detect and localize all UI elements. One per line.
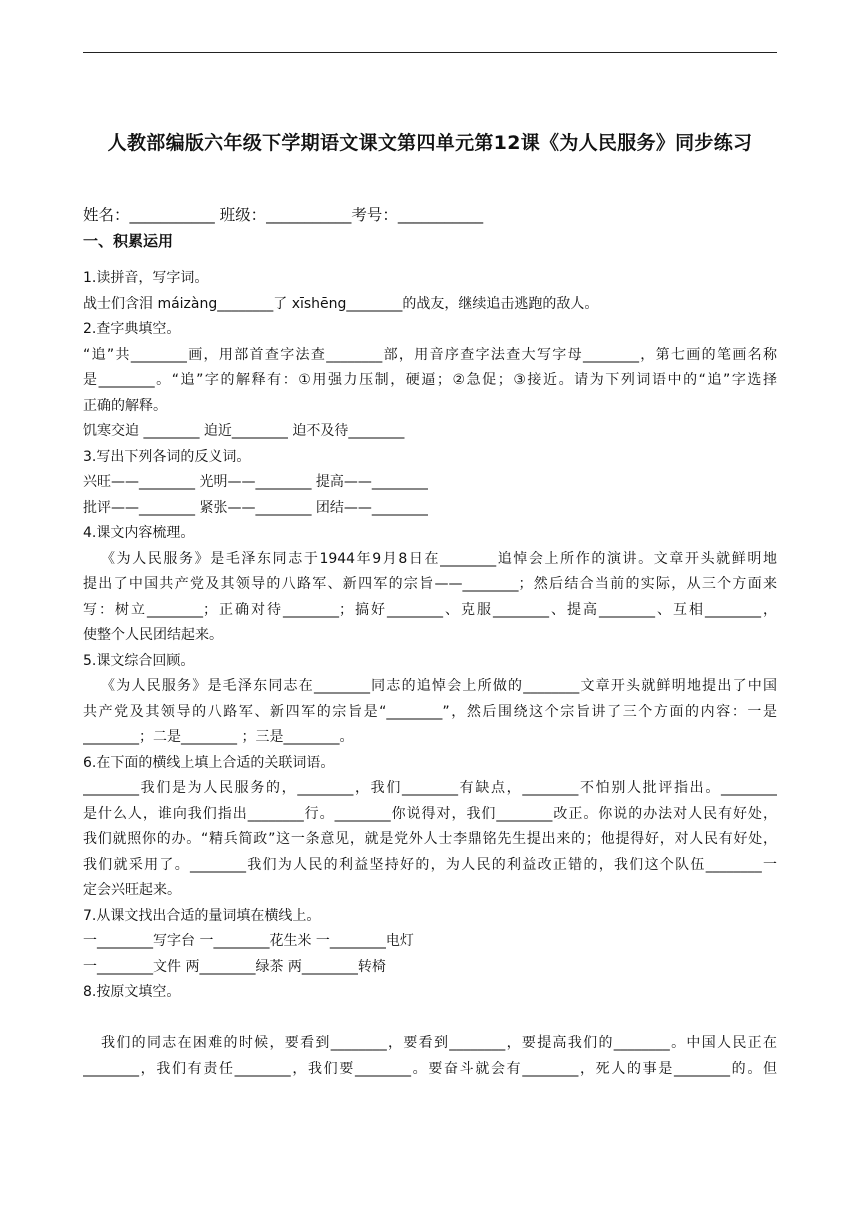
question-heading: 3.写出下列各词的反义词。 [83,448,251,465]
question-line: 一________写字台 一________花生米 一________电灯 [83,933,414,949]
question-line: 是什么人，谁向我们指出________行。________你说得对，我们________改正。你说的办法对人民有好处， [83,805,777,822]
question-line: “追”共________画，用部首查字法查________部，用音序查字法查大写字母________，第七画的笔画名称 [83,346,777,363]
question-line: 《为人民服务》是毛泽东同志在________同志的追悼会上所做的________文章开头就鲜明地提出了中国 [101,678,777,694]
question-heading: 1.读拼音，写字词。 [83,270,209,286]
question-line: ________；二是________ ；三是________。 [83,729,354,745]
header-rule [83,52,777,53]
question-line: 我们就采用了。________我们为人民的利益坚持好的，为人民的利益改正错的，我们这个队伍________一 [83,856,777,873]
question-line: 正确的解释。 [83,397,167,414]
blank-line [83,1006,777,1032]
question-line: 共产党及其领导的八路军、新四军的宗旨是“________”，然后围绕这个宗旨讲了三个方面的内容：一是 [83,703,777,720]
question-line: ________，我们有责任________，我们要________。要奋斗就会有________，死人的事是________的。但 [83,1060,777,1077]
question-line: 战士们含泪 máizàng________了 xīshēng________的战友，继续追击逃跑的敌人。 [83,295,599,312]
question-heading: 7.从课文找出合适的量词填在横线上。 [83,907,321,924]
question-line: 写：树立________；正确对待________；搞好________、克服________、提高________、互相________， [83,601,777,618]
section-heading: 一、积累运用 [83,231,174,250]
question-line: 使整个人民团结起来。 [83,627,223,643]
question-line: ________我们是为人民服务的，________，我们________有缺点，________不怕别人批评指出。________ [83,780,777,796]
page-title: 人教部编版六年级下学期语文课文第四单元第12课《为人民服务》同步练习 [107,132,753,154]
question-line: 批评——________ 紧张——________ 团结——________ [83,499,428,516]
question-heading: 5.课文综合回顾。 [83,652,195,669]
question-line: 提出了中国共产党及其领导的八路军、新四军的宗旨——________；然后结合当前的实际，从三个方面来 [83,576,777,592]
question-heading: 6.在下面的横线上填上合适的关联词语。 [83,754,335,771]
question-heading: 4.课文内容梳理。 [83,525,195,541]
worksheet-body [83,203,777,1082]
spacer [83,254,777,266]
student-info-line: 姓名：___________ 班级：___________考号：___________ [83,206,484,224]
question-line: 《为人民服务》是毛泽东同志于1944年9月8日在________追悼会上所作的演讲。文章开头就鲜明地 [101,550,777,567]
question-heading: 8.按原文填空。 [83,984,181,1000]
question-line: 我们就照你的办。“精兵简政”这一条意见，就是党外人士李鼎铭先生提出来的；他提得好，对人民有好处， [83,831,777,847]
question-line: 一________文件 两________绿茶 两________转椅 [83,958,386,975]
question-line: 我们的同志在困难的时候，要看到________，要看到________，要提高我们的________。中国人民正在 [101,1035,777,1051]
question-line: 定会兴旺起来。 [83,882,181,898]
question-line: 是________。“追”字的解释有：①用强力压制，硬逼；②急促；③接近。请为下列词语中的“追”字选择 [83,372,777,388]
question-line: 兴旺——________ 光明——________ 提高——________ [83,474,428,490]
question-heading: 2.查字典填空。 [83,321,181,337]
question-line: 饥寒交迫 ________ 迫近________ 迫不及待________ [83,423,405,439]
